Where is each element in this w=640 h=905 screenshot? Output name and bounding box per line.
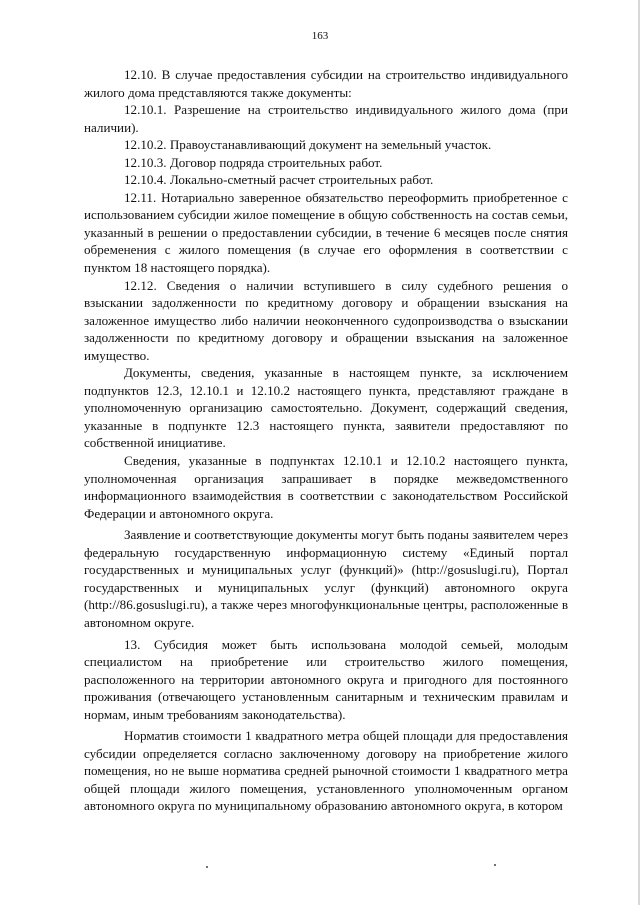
paragraph-interagency-requests: Сведения, указанные в подпунктах 12.10.1 и 12.10.2 настоящего пункта, уполномоченная организация запрашивает в порядке межведомственного информационного взаимодействия в соответствии с законодательством Российской Федерации и автономного округа. [84,453,568,521]
page-number: 163 [311,30,329,42]
paragraph-documents-note: Документы, сведения, указанные в настоящем пункте, за исключением подпунктов 12.3, 12.10.1 и 12.10.2 настоящего пункта, представляют граждане в уполномоченную организацию самостоятельно. Документ, содержащий сведения, указанные в подпункте 12.3 настоящего пункта, заявители предоставляют по собственной инициативе. [84,365,568,451]
paragraph-12-10-1: 12.10.1. Разрешение на строительство индивидуального жилого дома (при наличии). [84,102,568,135]
paragraph-13: 13. Субсидия может быть использована молодой семьей, молодым специалистом на приобретение или строительство жилого помещения, расположенного на территории автономного округа и пригодного для постоянного проживания (отвечающего установленным санитарным и техническим правилам и нормам, иным требованиям законодательства). [84,636,568,722]
paragraph-12-10: 12.10. В случае предоставления субсидии на строительство индивидуального жилого дома представляются также документы: [84,67,568,100]
paragraph-cost-standard: Норматив стоимости 1 квадратного метра общей площади для предоставления субсидии определяется согласно заключенному договору на приобретение жилого помещения, но не выше норматива средней рыночной стоимости 1 квадратного метра общей площади жилого помещения, установленного уполномоченным органом автономного округа по муниципальному образованию автономного округа, в котором [84,728,568,814]
paragraph-12-10-3: 12.10.3. Договор подряда строительных работ. [124,154,383,170]
scan-speck [494,864,496,866]
paragraph-12-10-2: 12.10.2. Правоустанавливающий документ на земельный участок. [124,137,492,153]
paragraph-12-11: 12.11. Нотариально заверенное обязательство переоформить приобретенное с использованием субсидии жилое помещение в общую собственность на состав семьи, указанный в решении о предоставлении субсидии, в течение 6 месяцев после снятия обременения с жилого помещения (в случае его оформления в соответствии с пунктом 18 настоящего порядка). [84,189,568,276]
document-body [84,66,568,815]
paragraph-application-submission: Заявление и соответствующие документы могут быть поданы заявителем через федеральную государственную информационную систему «Единый портал государственных и муниципальных услуг (функций)» (http://gosuslugi.ru), Портал государственных и муниципальных услуг (функций) автономного округа (http://86.gosuslugi.ru), а также через многофункциональные центры, расположенные в автономном округе. [84,527,568,630]
paragraph-12-10-4: 12.10.4. Локально-сметный расчет строительных работ. [124,172,434,188]
paragraph-12-12: 12.12. Сведения о наличии вступившего в силу судебного решения о взыскании задолженности по кредитному договору и обращении взыскания на заложенное имущество либо наличии неоконченного судопроизводства о взыскании задолженности по кредитному договору и обращении взыскания на заложенное имущество. [84,277,568,363]
scan-speck [206,866,208,868]
